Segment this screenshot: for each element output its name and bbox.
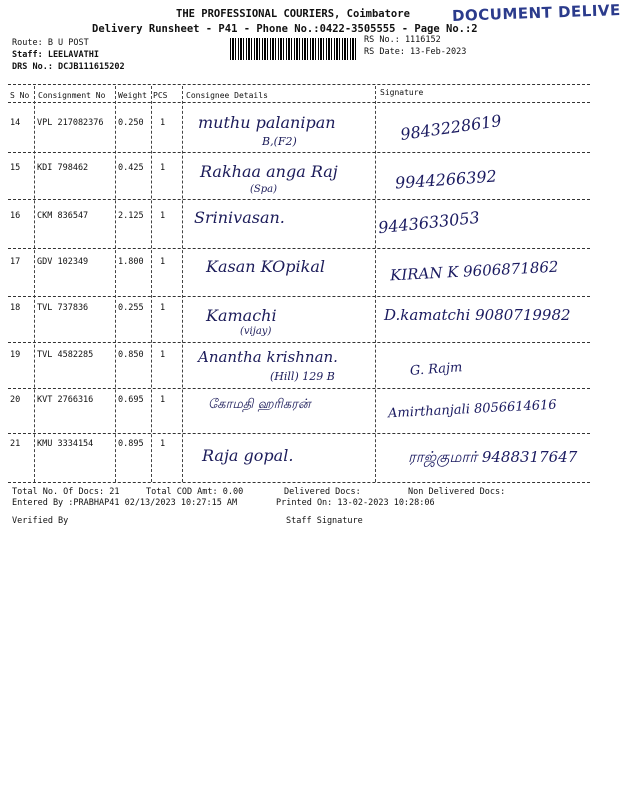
row-consignment: VPL 217082376 (37, 118, 104, 128)
row-signature: G. Rajm (409, 360, 463, 379)
row-signature: ராஜ்குமார் 9488317647 (408, 448, 578, 466)
row-weight: 1.800 (118, 257, 144, 267)
row-sno: 16 (10, 211, 21, 221)
row-consignee-name: Kamachi (206, 306, 277, 325)
col-divider (34, 86, 35, 482)
col-weight-header: Weight (118, 91, 147, 100)
row-weight: 0.425 (118, 163, 144, 173)
total-cod-amount: Total COD Amt: 0.00 (146, 487, 244, 497)
col-sno-header: S No (10, 91, 30, 100)
table-bottom-rule (8, 482, 590, 483)
col-signature-header: Signature (380, 88, 424, 97)
row-consignee-name: கோமதி ஹரிகரன் (208, 397, 311, 412)
row-weight: 0.850 (118, 350, 144, 360)
row-divider (8, 296, 590, 297)
company-name: THE PROFESSIONAL COURIERS, Coimbatore (176, 8, 410, 20)
drs-number: DRS No.: DCJB111615202 (12, 62, 125, 72)
row-consignee-note: (vijay) (240, 326, 272, 337)
row-consignment: KVT 2766316 (37, 395, 94, 405)
row-sno: 14 (10, 118, 21, 128)
total-docs: Total No. Of Docs: 21 (12, 487, 120, 497)
row-pcs: 1 (160, 211, 166, 221)
document-delivery-stamp: DOCUMENT DELIVE (451, 1, 621, 25)
row-weight: 0.895 (118, 439, 144, 449)
col-divider (151, 86, 152, 482)
verified-by-label: Verified By (12, 516, 69, 526)
row-sno: 18 (10, 303, 21, 313)
col-divider (375, 86, 376, 482)
row-pcs: 1 (160, 350, 166, 360)
row-consignment: KDI 798462 (37, 163, 89, 173)
col-consignment-header: Consignment No (38, 91, 106, 100)
row-divider (8, 342, 590, 343)
staff-signature-label: Staff Signature (286, 516, 363, 526)
route-label: Route: B U POST (12, 38, 89, 48)
row-sno: 17 (10, 257, 21, 267)
printed-on: Printed On: 13-02-2023 10:28:06 (276, 498, 435, 508)
row-signature: 9443633053 (377, 207, 481, 238)
row-consignee-name: Rakhaa anga Raj (200, 162, 338, 181)
row-signature: 9944266392 (394, 166, 498, 193)
row-consignment: CKM 836547 (37, 211, 89, 221)
row-weight: 2.125 (118, 211, 144, 221)
row-signature: D.kamatchi 9080719982 (384, 306, 571, 324)
row-consignee-name: muthu palanipan (198, 113, 336, 132)
delivered-docs: Delivered Docs: (284, 487, 361, 497)
row-pcs: 1 (160, 257, 166, 267)
row-signature: 9843228619 (399, 111, 503, 144)
row-pcs: 1 (160, 303, 166, 313)
row-sno: 21 (10, 439, 21, 449)
col-divider (182, 86, 183, 482)
row-divider (8, 433, 590, 434)
row-consignee-note: (Hill) 129 B (270, 370, 335, 383)
row-sno: 20 (10, 395, 21, 405)
row-consignee-name: Raja gopal. (202, 446, 294, 465)
row-signature: Amirthanjali 8056614616 (387, 397, 558, 422)
entered-by: Entered By :PRABHAP41 02/13/2023 10:27:15 AM (12, 498, 238, 508)
row-weight: 0.695 (118, 395, 144, 405)
row-consignee-note: B,(F2) (262, 135, 297, 148)
row-consignee-note: (Spa) (250, 184, 278, 195)
row-sno: 15 (10, 163, 21, 173)
row-consignment: TVL 4582285 (37, 350, 94, 360)
row-divider (8, 388, 590, 389)
table-header-rule (8, 102, 590, 103)
row-pcs: 1 (160, 395, 166, 405)
row-consignment: GDV 102349 (37, 257, 89, 267)
row-pcs: 1 (160, 163, 166, 173)
row-divider (8, 152, 590, 153)
row-consignee-name: Kasan KOpikal (206, 257, 325, 276)
barcode (230, 38, 356, 60)
rs-number: RS No.: 1116152 (364, 35, 441, 45)
row-consignee-name: Anantha krishnan. (198, 348, 338, 366)
col-pcs-header: PCS (153, 91, 168, 100)
row-sno: 19 (10, 350, 21, 360)
non-delivered-docs: Non Delivered Docs: (408, 487, 506, 497)
row-consignment: TVL 737836 (37, 303, 89, 313)
rs-date: RS Date: 13-Feb-2023 (364, 47, 467, 57)
row-signature: KIRAN K 9606871862 (389, 257, 559, 285)
row-consignee-name: Srinivasan. (194, 208, 285, 227)
staff-label: Staff: LEELAVATHI (12, 50, 99, 60)
col-divider (115, 86, 116, 482)
col-consignee-header: Consignee Details (186, 91, 268, 100)
row-pcs: 1 (160, 118, 166, 128)
runsheet-subtitle: Delivery Runsheet - P41 - Phone No.:0422-3505555 - Page No.:2 (92, 23, 478, 35)
row-pcs: 1 (160, 439, 166, 449)
row-consignment: KMU 3334154 (37, 439, 94, 449)
table-top-rule (8, 84, 590, 85)
row-weight: 0.250 (118, 118, 144, 128)
row-divider (8, 248, 590, 249)
row-weight: 0.255 (118, 303, 144, 313)
row-divider (8, 199, 590, 200)
